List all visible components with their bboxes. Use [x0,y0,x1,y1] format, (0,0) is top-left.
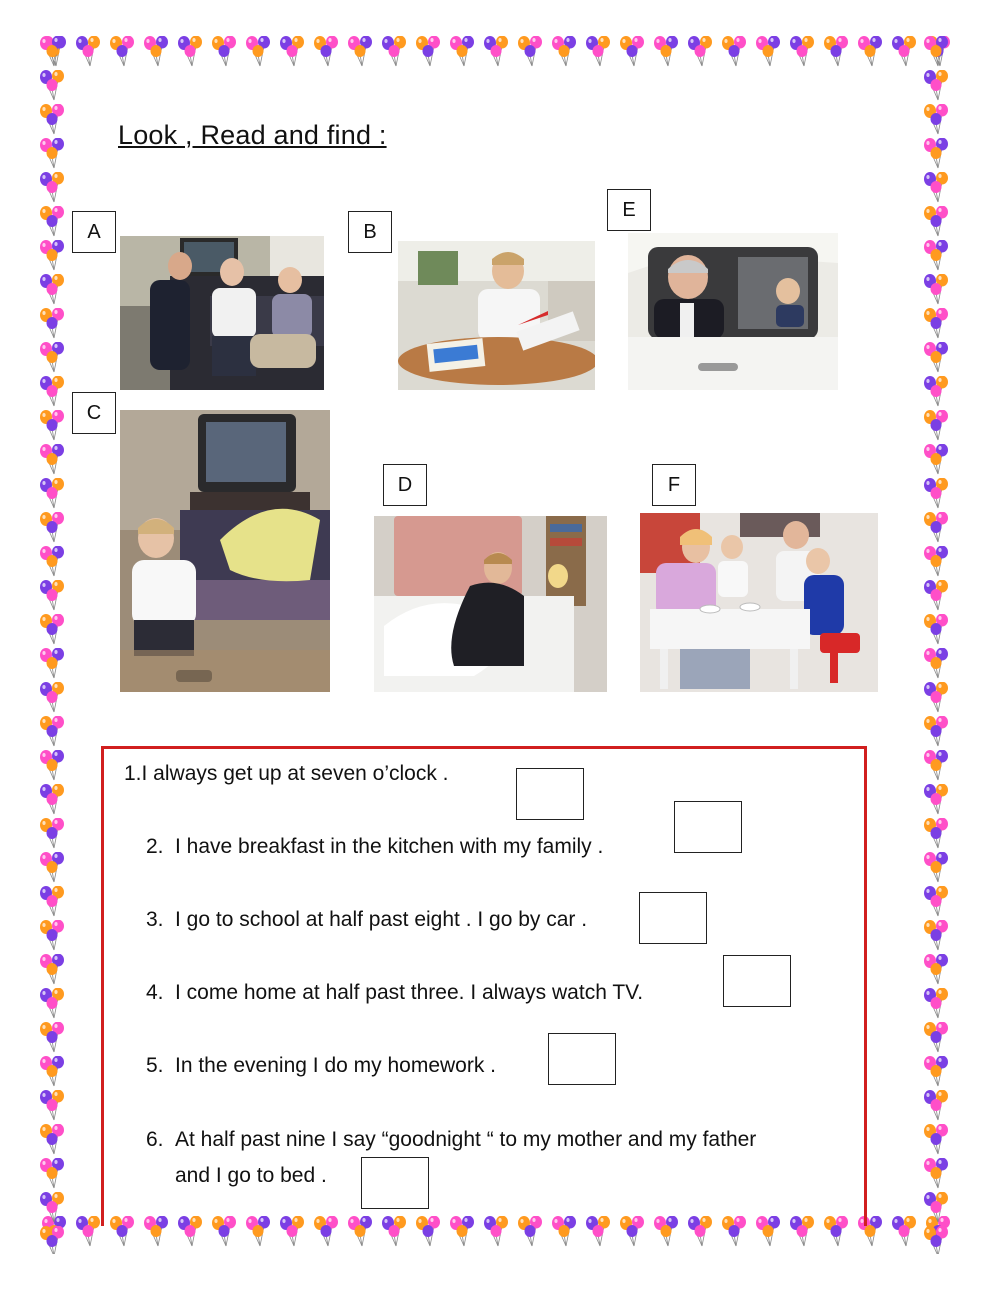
balloon-decoration [550,36,580,68]
balloon-decoration [922,886,952,918]
balloon-decoration [922,240,952,272]
balloon-decoration [38,376,68,408]
balloon-decoration [922,308,952,340]
balloon-border-left [38,36,72,1254]
balloon-decoration [38,138,68,170]
photo-f [640,513,878,692]
sentence-text: I go to school at half past eight . I go by car . [175,908,588,931]
balloon-decoration [38,648,68,680]
balloon-decoration [922,580,952,612]
balloon-decoration [38,988,68,1020]
picture-label-f: F [652,464,696,506]
sentence-6 [146,1122,756,1158]
photo-e [628,233,838,390]
balloon-decoration [414,36,444,68]
balloon-decoration [74,1216,104,1248]
balloon-decoration [244,36,274,68]
balloon-decoration [922,444,952,476]
balloon-border-right [922,36,956,1254]
balloon-decoration [142,36,172,68]
balloon-decoration [38,308,68,340]
balloon-decoration [38,682,68,714]
balloon-decoration [38,1226,68,1254]
balloon-decoration [788,36,818,68]
answer-box-2[interactable] [674,801,742,853]
balloon-decoration [922,478,952,510]
balloon-decoration [922,920,952,952]
balloon-decoration [38,36,68,68]
balloon-decoration [38,172,68,204]
sentence-4 [146,975,643,1011]
answer-box-1[interactable] [516,768,584,820]
answer-box-5[interactable] [548,1033,616,1085]
balloon-decoration [38,580,68,612]
balloon-decoration [922,1226,952,1254]
sentence-number: 2. [146,835,164,858]
balloon-decoration [618,36,648,68]
sentence-1 [124,756,449,792]
answer-box-3[interactable] [639,892,707,944]
balloon-decoration [922,512,952,544]
sentence-6-continued [175,1158,327,1194]
picture-label-e: E [607,189,651,231]
balloon-decoration [584,36,614,68]
balloon-decoration [38,1124,68,1156]
balloon-decoration [822,36,852,68]
balloon-decoration [922,1192,952,1224]
balloon-decoration [922,410,952,442]
balloon-decoration [38,1022,68,1054]
balloon-decoration [922,342,952,374]
balloon-decoration [346,36,376,68]
balloon-decoration [38,716,68,748]
balloon-decoration [890,36,920,68]
sentence-number: 5. [146,1054,164,1077]
picture-label-d: D [383,464,427,506]
sentence-text: and I go to bed . [175,1164,327,1187]
balloon-decoration [38,444,68,476]
balloon-decoration [210,36,240,68]
balloon-decoration [922,546,952,578]
balloon-decoration [38,478,68,510]
balloon-decoration [754,36,784,68]
balloon-decoration [652,36,682,68]
balloon-border-top [40,36,960,70]
balloon-decoration [38,1090,68,1122]
balloon-decoration [38,614,68,646]
balloon-decoration [922,852,952,884]
sentence-text: I come home at half past three. I always watch TV. [175,981,644,1004]
sentence-text: I always get up at seven o’clock . [141,762,449,785]
balloon-decoration [922,376,952,408]
balloon-decoration [922,614,952,646]
balloon-decoration [38,750,68,782]
balloon-decoration [922,206,952,238]
sentence-number: 6. [146,1128,164,1151]
picture-label-a: A [72,211,116,253]
balloon-decoration [922,1056,952,1088]
sentence-2 [146,829,603,865]
answer-box-4[interactable] [723,955,791,1007]
balloon-decoration [922,1158,952,1190]
balloon-decoration [38,546,68,578]
balloon-decoration [38,852,68,884]
balloon-decoration [922,750,952,782]
balloon-decoration [38,784,68,816]
balloon-decoration [38,818,68,850]
photo-c [120,410,330,692]
balloon-decoration [922,104,952,136]
balloon-decoration [278,36,308,68]
balloon-decoration [38,342,68,374]
balloon-decoration [922,138,952,170]
balloon-decoration [38,70,68,102]
balloon-decoration [38,512,68,544]
balloon-decoration [380,36,410,68]
balloon-decoration [922,682,952,714]
balloon-decoration [38,206,68,238]
balloon-decoration [922,988,952,1020]
sentence-5 [146,1048,496,1084]
balloon-decoration [922,648,952,680]
sentence-text: I have breakfast in the kitchen with my family . [175,835,604,858]
balloon-decoration [922,716,952,748]
balloon-decoration [720,36,750,68]
balloon-decoration [38,920,68,952]
balloon-decoration [108,36,138,68]
balloon-decoration [922,818,952,850]
balloon-decoration [856,36,886,68]
balloon-decoration [38,104,68,136]
picture-label-b: B [348,211,392,253]
balloon-decoration [922,70,952,102]
balloon-decoration [312,36,342,68]
balloon-decoration [922,784,952,816]
balloon-decoration [38,410,68,442]
worksheet-title: Look , Read and find : [118,120,387,150]
balloon-decoration [38,240,68,272]
balloon-decoration [922,274,952,306]
balloon-decoration [38,886,68,918]
balloon-decoration [482,36,512,68]
balloon-decoration [38,1192,68,1224]
balloon-decoration [448,36,478,68]
balloon-decoration [922,1090,952,1122]
balloon-decoration [686,36,716,68]
photo-a [120,236,324,390]
picture-label-c: C [72,392,116,434]
photo-b [398,241,595,390]
balloon-decoration [38,274,68,306]
photo-d [374,516,607,692]
balloon-decoration [516,36,546,68]
balloon-decoration [922,1124,952,1156]
sentence-number: 1. [124,762,142,785]
sentence-text: At half past nine I say “goodnight “ to my mother and my father [175,1128,757,1151]
sentence-number: 3. [146,908,164,931]
balloon-decoration [922,36,952,68]
balloon-decoration [922,954,952,986]
answer-box-6[interactable] [361,1157,429,1209]
sentence-text: In the evening I do my homework . [175,1054,496,1077]
sentence-number: 4. [146,981,164,1004]
balloon-decoration [74,36,104,68]
balloon-decoration [922,1022,952,1054]
balloon-decoration [38,1158,68,1190]
balloon-decoration [922,172,952,204]
sentence-3 [146,902,587,938]
balloon-decoration [890,1216,920,1248]
balloon-decoration [38,1056,68,1088]
balloon-decoration [38,954,68,986]
balloon-decoration [176,36,206,68]
